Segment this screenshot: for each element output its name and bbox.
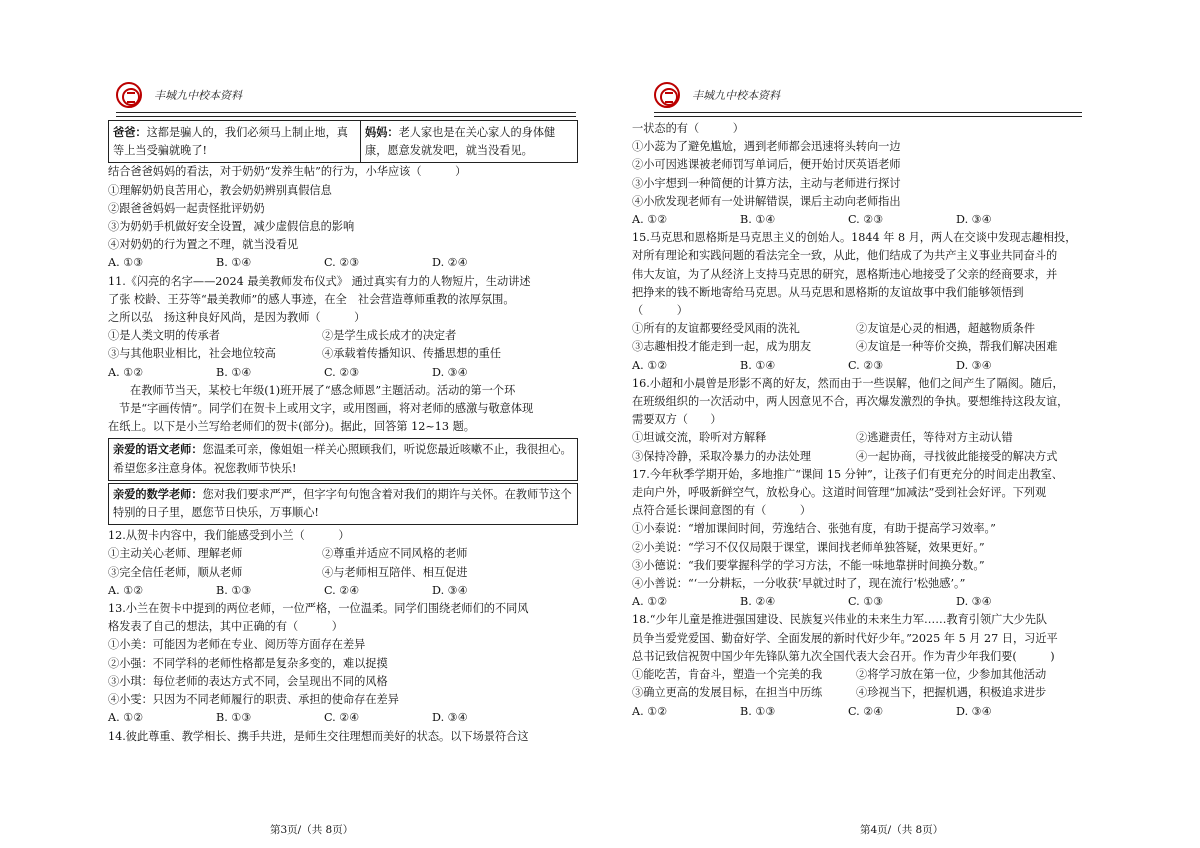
mom-cell [360,121,574,162]
q13-line: 格发表了自己的想法，其中正确的有（ ） [108,620,343,634]
q18-option-2: ②将学习放在第一位，少参加其他活动 [856,668,1047,682]
q10-stem: 结合爸爸妈妈的看法，对于奶奶“发养生帖”的行为，小华应该（ ） [108,165,467,179]
q16-line: 需要双方（ ） [632,413,722,427]
choice-d: D. ③④ [956,358,992,372]
q11-line: 11.《闪亮的名字——2024 最美教师发布仪式》 通过真实有力的人物短片，生动讲述 [108,274,531,288]
choice-a: A. ①③ [108,256,144,270]
q11-line: 了张 校龄、王芬等“最美教师”的感人事迹，在全 社会营造尊师重教的浓厚氛围。 [108,292,515,306]
choice-a: A. ①② [632,358,668,372]
header-rule [116,112,576,113]
choice-b: B. ①③ [216,711,252,725]
q15-line: （ ） [632,304,688,318]
q16-options-row1 [632,429,1102,447]
q14-option: ③小宇想到一种简便的计算方法，主动与老师进行探讨 [632,176,901,190]
q17-choices [632,593,1102,611]
q18-line: 18.“少年儿童是推进强国建设、民族复兴伟业的未来生力军……教育引领广大少先队 [632,613,1048,627]
q11-option-4: ④承载着传播知识、传播思想的重任 [322,347,502,361]
q17-option: ②小美说：“学习不仅仅局限于课堂，课间找老师单独答疑，效果更好。” [632,540,985,554]
choice-c: C. ②③ [324,256,360,270]
q17-option: ①小泰说：“增加课间时间，劳逸结合、张弛有度，有助于提高学习效率。” [632,522,996,536]
q12-option-2: ②尊重并适应不同风格的老师 [322,547,468,561]
choice-b: B. ①④ [740,213,776,227]
header-school-name: 丰城九中校本资料 [692,89,780,102]
choice-d: D. ②④ [432,256,468,270]
q17-option: ④小善说：“‘一分耕耘，一分收获’早就过时了，现在流行‘松弛感’。” [632,577,966,591]
q12-option-1: ①主动关心老师、理解老师 [108,547,243,561]
q11-choices [108,364,578,382]
mom-label: 妈妈： [365,125,399,139]
q12-option-4: ④与老师相互陪伴、相互促进 [322,565,468,579]
left-content [108,120,578,746]
choice-c: C. ②④ [324,583,360,597]
card1-label: 亲爱的语文老师： [113,443,203,457]
choice-a: A. ①② [632,704,668,718]
q15-line: 对所有理论和实践问题的看法完全一致，从此，他们结成了为共产主义事业共同奋斗的 [632,249,1058,263]
q11-option-2: ②是学生成长成才的决定者 [322,329,457,343]
q12-options-row2 [108,564,578,582]
q16-line: 16.小超和小晨曾是形影不离的好友，然而由于一些误解，他们之间产生了隔阂。随后， [632,376,1064,390]
choice-b: B. ②④ [740,595,776,609]
q13-option: ④小雯：只因为不同老师履行的职责、承担的使命存在差异 [108,693,399,707]
choice-d: D. ③④ [956,704,992,718]
choice-d: D. ③④ [956,595,992,609]
q14-choices [632,211,1102,229]
parents-opinion-table [108,120,578,163]
q16-option-3: ③保持冷静，采取冷暴力的办法处理 [632,449,812,463]
choice-c: C. ②③ [848,358,884,372]
left-page-number: 第3页/（共 8页） [270,824,354,836]
q14-option: ②小可因逃课被老师罚写单词后，便开始讨厌英语老师 [632,158,901,172]
card-chinese-teacher [108,438,578,480]
q13-option: ①小美：可能因为老师在专业、阅历等方面存在差异 [108,638,366,652]
dad-cell [109,121,360,162]
choice-d: D. ③④ [432,583,468,597]
q17-line: 17.今年秋季学期开始，多地推广“课间 15 分钟”，让孩子们有更充分的时间走出教室、 [632,467,1063,481]
q10-option: ①理解奶奶良苦用心，教会奶奶辨别真假信息 [108,183,332,197]
header-rule [654,112,1082,113]
q12-option-3: ③完全信任老师，顺从老师 [108,565,243,579]
right-header [654,80,780,110]
q10-choices [108,254,578,272]
intro-line: 节是“字画传情”。同学们在贺卡上或用文字，或用图画，将对老师的感激与敬意体现 [119,402,534,416]
choice-d: D. ③④ [432,711,468,725]
q15-option-2: ②友谊是心灵的相遇，超越物质条件 [856,322,1036,336]
q16-option-4: ④一起协商，寻找彼此能接受的解决方式 [856,449,1058,463]
q15-line: 把挣来的钱不断地寄给马克思。从马克思和恩格斯的友谊故事中我们能够领悟到 [632,285,1024,299]
card1-text: 您温柔可亲，像姐姐一样关心照顾我们，听说您最近咳嗽不止，我很担心。希望您多注意身体。祝您教师节快乐! [113,443,572,475]
right-page [600,0,1200,848]
q18-choices [632,703,1102,721]
q11-line: 之所以弘 扬这种良好风尚，是因为教师（ ） [108,311,366,325]
intro-line: 在教师节当天，某校七年级(1)班开展了“感念师恩”主题活动。活动的第一个环 [130,383,516,397]
mom-text: 老人家也是在关心家人的身体健康，愿意发就发吧，就当没看见。 [365,126,556,158]
q15-line: 15.马克思和恩格斯是马克思主义的创始人。1844 年 8 月，两人在交谈中发现志趣相投， [632,231,1077,245]
q10-option: ②跟爸爸妈妈一起责怪批评奶奶 [108,201,265,215]
q14-option: ①小蕊为了避免尴尬，遇到老师都会迅速将头转向一边 [632,140,901,154]
header-rule-thin [116,116,576,117]
q18-options-row1 [632,666,1102,684]
q18-option-3: ③确立更高的发展目标，在担当中历练 [632,686,823,700]
left-header [116,80,242,110]
q14-continuation: 一状态的有（ ） [632,122,744,135]
choice-c: C. ①③ [848,595,884,609]
q11-options-row2 [108,345,578,363]
q12-choices [108,582,578,600]
card-math-teacher [108,483,578,525]
q14-line: 14.彼此尊重、教学相长、携手共进，是师生交往理想而美好的状态。以下场景符合这 [108,729,529,743]
q16-option-2: ②逃避责任，等待对方主动认错 [856,431,1013,445]
choice-a: A. ①② [108,583,144,597]
choice-c: C. ②④ [324,711,360,725]
choice-b: B. ①③ [740,704,776,718]
q15-option-3: ③志趣相投才能走到一起，成为朋友 [632,340,812,354]
header-rule-thin [654,116,1082,117]
card2-label: 亲爱的数学老师： [113,487,203,501]
header-school-name: 丰城九中校本资料 [154,89,242,102]
q15-option-1: ①所有的友谊都要经受风雨的洗礼 [632,322,800,336]
choice-d: D. ③④ [956,213,992,227]
q13-option: ②小强：不同学科的老师性格都是复杂多变的，难以捉摸 [108,656,388,670]
intro-line: 在纸上。以下是小兰写给老师们的贺卡(部分)。据此，回答第 12~13 题。 [108,420,475,434]
choice-c: C. ②③ [848,213,884,227]
choice-a: A. ①② [108,711,144,725]
q18-option-4: ④珍视当下，把握机遇，积极追求进步 [856,686,1047,700]
q16-options-row2 [632,448,1102,466]
q11-option-1: ①是人类文明的传承者 [108,329,220,343]
q17-option: ③小德说：“我们要掌握科学的学习方法，不能一味地靠拼时间换分数。” [632,558,985,572]
choice-b: B. ①④ [216,256,252,270]
q15-choices [632,357,1102,375]
q18-options-row2 [632,684,1102,702]
q17-line: 点符合延长课间意图的有（ ） [632,504,812,518]
q18-line: 员争当爱党爱国、勤奋好学、全面发展的新时代好少年。”2025 年 5 月 27 日，习近平 [632,631,1058,645]
card2-text: 您对我们要求严严，但字字句句饱含着对我们的期许与关怀。在教师节这个特别的日子里，愿您节日快乐，万事顺心! [113,487,572,520]
choice-c: C. ②④ [848,704,884,718]
choice-b: B. ①④ [216,365,252,379]
q15-line: 伟大友谊，为了从经济上支持马克思的研究，恩格斯违心地接受了父亲的经商要求，并 [632,267,1058,281]
choice-a: A. ①② [632,213,668,227]
q18-option-1: ①能吃苦，肯奋斗，塑造一个完美的我 [632,668,823,682]
q16-line: 在班级组织的一次活动中，两人因意见不合，再次爆发激烈的争执。要想维持这段友谊， [632,395,1069,409]
dad-text: 这都是骗人的，我们必须马上制止地，真等上当受骗就晚了! [113,126,348,158]
q15-options-row1 [632,320,1102,338]
choice-a: A. ①② [632,595,668,609]
right-content [632,120,1102,721]
q15-options-row2 [632,338,1102,356]
dad-label: 爸爸： [113,125,147,139]
q18-line: 总书记致信祝贺中国少年先锋队第九次全国代表大会召开。作为青少年我们要( ) [632,649,1055,663]
school-logo-icon [116,82,142,108]
q16-option-1: ①坦诚交流，聆听对方解释 [632,431,767,445]
q11-option-3: ③与其他职业相比，社会地位较高 [108,347,276,361]
right-page-number: 第4页/（共 8页） [860,824,944,836]
q11-options-row1 [108,327,578,345]
choice-d: D. ③④ [432,365,468,379]
q10-option: ③为奶奶手机做好安全设置，减少虚假信息的影响 [108,220,355,234]
q15-option-4: ④友谊是一种等价交换，帮我们解决困难 [856,340,1058,354]
choice-b: B. ①④ [740,358,776,372]
q13-line: 13.小兰在贺卡中提到的两位老师，一位严格，一位温柔。同学们围绕老师们的不同风 [108,602,529,616]
q12-stem: 12.从贺卡内容中，我们能感受到小兰（ ） [108,529,350,543]
q14-option: ④小欣发现老师有一处讲解错误，课后主动向老师指出 [632,194,901,208]
q12-options-row1 [108,545,578,563]
choice-b: B. ①③ [216,583,252,597]
q10-option: ④对奶奶的行为置之不理，就当没看见 [108,238,299,252]
q17-line: 走向户外，呼吸新鲜空气，放松身心。这道时间管理“加减法”受到社会好评。下列观 [632,486,1047,500]
q13-option: ③小琪：每位老师的表达方式不同，会呈现出不同的风格 [108,674,388,688]
choice-c: C. ②③ [324,365,360,379]
choice-a: A. ①② [108,365,144,379]
q13-choices [108,709,578,727]
school-logo-icon [654,82,680,108]
